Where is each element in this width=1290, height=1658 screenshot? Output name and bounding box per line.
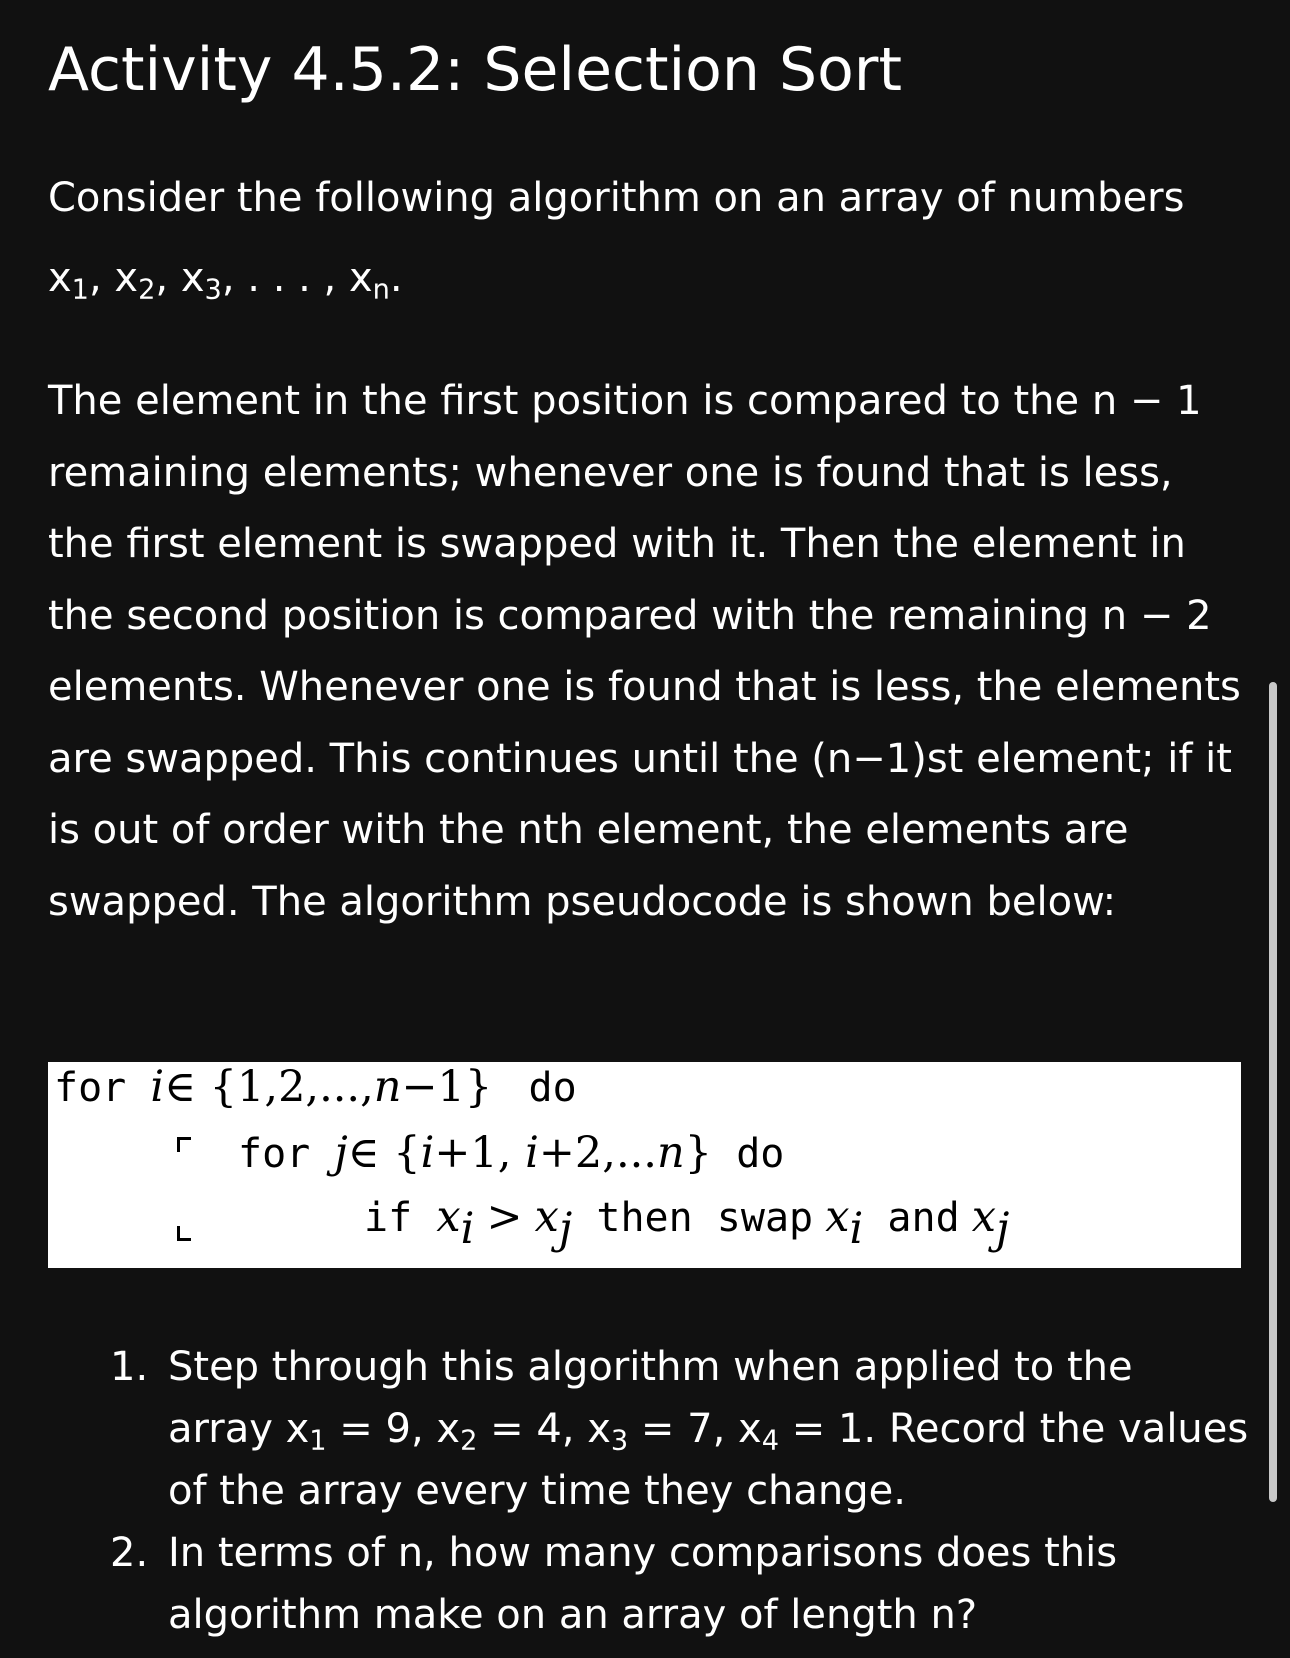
pseudocode-line-1: for i∈ {1,2,...,n−1} do bbox=[54, 1062, 577, 1112]
scrollbar-thumb[interactable] bbox=[1269, 682, 1277, 1502]
bracket-top-mark bbox=[177, 1137, 191, 1152]
pseudocode-image bbox=[48, 1062, 1241, 1268]
pseudocode-line-2: for j∈ {i+1, i+2,...n} do bbox=[238, 1128, 785, 1178]
question-item: 2. In terms of n, how many comparisons does this algorithm make on an array of length n? bbox=[110, 1530, 1118, 1638]
pseudocode-line-3: if $x_i > x_j$ then swap $x_i$ and $x_j$ bbox=[364, 1192, 1010, 1255]
array-notation: $x_1$, $x_2$, $x_3$, . . . , $x_n$. bbox=[48, 255, 403, 306]
question-2-text: In terms of n, how many comparisons does this algorithm make on an array of length n? bbox=[168, 1530, 1118, 1638]
question-1-text: Step through this algorithm when applied to the array $x_1 = 9$, $x_2 = 4$, $x_3 = 7$, $x_4 = 1$. Record the values of the array every time they change. bbox=[168, 1344, 1249, 1514]
intro-paragraph bbox=[48, 158, 1248, 318]
intro-text: Consider the following algorithm on an array of numbers bbox=[48, 175, 1185, 221]
questions-list bbox=[110, 1336, 1250, 1646]
description-paragraph: The element in the first position is compared to the n − 1 remaining elements; whenever one is found that is less, the first element is swapped with it. Then the element in the second position is compared with the remaining n − 2 elements. Whenever one is found that is less, the elements are swapped. This continues until the (n−1)st element; if it is out of order with the nth element, the elements are swapped. The algorithm pseudocode is shown below: bbox=[48, 378, 1241, 925]
question-item: 1. Step through this algorithm when applied to the array $x_1 = 9$, $x_2 = 4$, $x_3 = 7$, $x_4 = 1$. Record the values of the array every time they change. bbox=[110, 1344, 1249, 1514]
page-title: Activity 4.5.2: Selection Sort bbox=[48, 35, 902, 105]
bracket-bottom-mark bbox=[177, 1226, 191, 1241]
